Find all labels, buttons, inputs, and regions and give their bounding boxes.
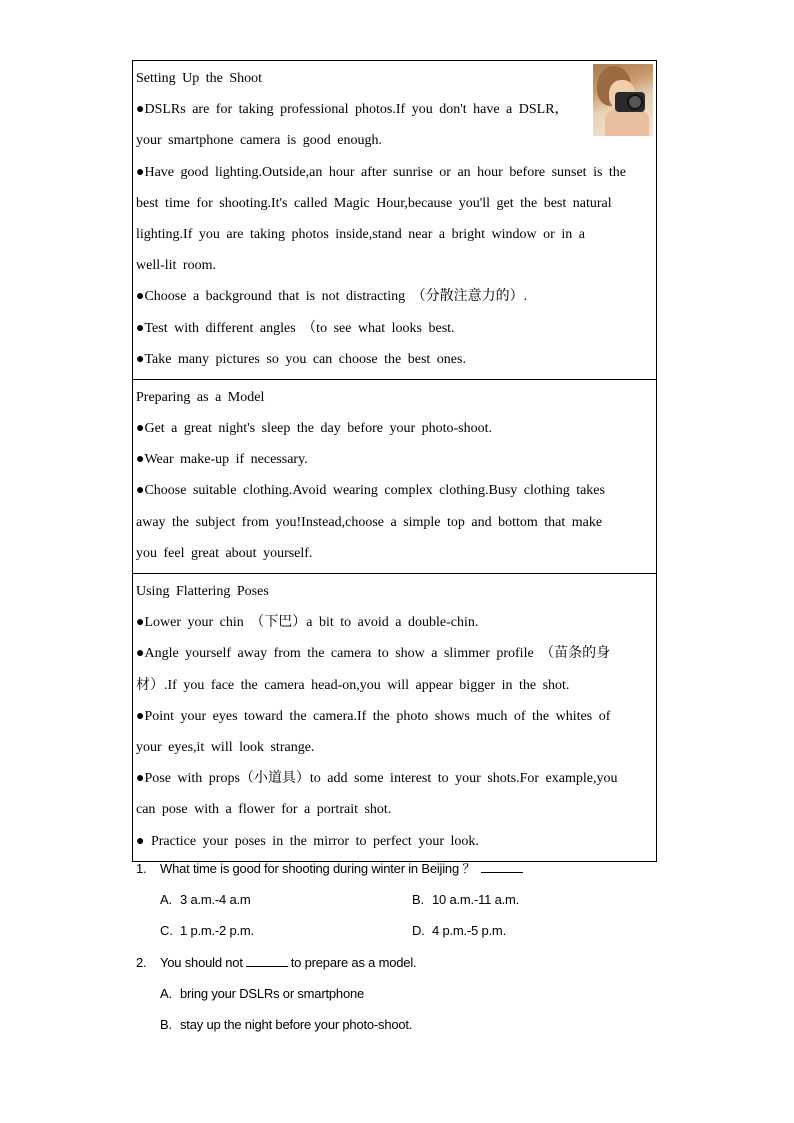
text-line: your eyes,it will look strange. — [136, 739, 315, 755]
answer-blank[interactable] — [246, 954, 288, 967]
text-line: ●Point your eyes toward the camera.If the photo shows much of the whites of — [136, 708, 611, 724]
text-line: ●Get a great night's sleep the day before your photo-shoot. — [136, 421, 492, 437]
section-heading: Using Flattering Poses — [136, 584, 269, 599]
option-b[interactable]: B. 10 a.m.-11 a.m. — [412, 892, 520, 908]
text-line: ●DSLRs are for taking professional photos.If you don't have a DSLR， — [136, 102, 569, 118]
options-row — [136, 978, 696, 1009]
questions-section — [136, 853, 696, 1040]
section-flattering-poses — [133, 574, 657, 862]
section-cell — [133, 61, 657, 380]
text-line: best time for shooting.It's called Magic Hour,because you'll get the best natural — [136, 195, 612, 211]
answer-blank[interactable] — [481, 860, 523, 873]
text-line: lighting.If you are taking photos inside,stand near a bright window or in a — [136, 226, 585, 242]
question-2 — [136, 947, 696, 978]
question-text: What time is good for shooting during winter in Beijing ？ — [160, 853, 523, 884]
section-cell — [133, 574, 657, 862]
text-line: 材）.If you face the camera head-on,you will appear bigger in the shot. — [136, 677, 570, 693]
text-line: ●Wear make-up if necessary. — [136, 452, 308, 468]
text-line: ●Choose suitable clothing.Avoid wearing complex clothing.Busy clothing takes — [136, 483, 605, 499]
option-a[interactable]: A. 3 a.m.-4 a.m — [160, 892, 251, 908]
question-number: 2. — [136, 954, 147, 970]
section-heading: Preparing as a Model — [136, 389, 265, 405]
text-line: your smartphone camera is good enough. — [136, 133, 382, 149]
text-line: ●Take many pictures so you can choose the best ones. — [136, 351, 466, 367]
question-1 — [136, 853, 696, 884]
text-line: ●Lower your chin （下巴）a bit to avoid a double-chin. — [136, 615, 479, 631]
text-line: ●Have good lighting.Outside,an hour after sunrise or an hour before sunset is the — [136, 164, 627, 180]
text-line: well-lit room. — [136, 258, 216, 274]
section-cell — [133, 379, 657, 573]
options-row — [136, 915, 696, 946]
text-line: can pose with a flower for a portrait shot. — [136, 802, 392, 818]
woman-with-camera-photo — [593, 64, 653, 136]
section-heading: Setting Up the Shoot — [136, 71, 263, 86]
text-line: ●Angle yourself away from the camera to show a slimmer profile （苗条的身 — [136, 646, 611, 662]
text-line: away the subject from you!Instead,choose a simple top and bottom that make — [136, 514, 603, 530]
option-a[interactable]: A. bring your DSLRs or smartphone — [160, 985, 365, 1001]
tips-table — [132, 60, 657, 862]
option-b[interactable]: B. stay up the night before your photo-shoot. — [160, 1016, 413, 1032]
section-preparing-model — [133, 379, 657, 573]
option-c[interactable]: C. 1 p.m.-2 p.m. — [160, 923, 254, 939]
question-text: You should not to prepare as a model. — [160, 954, 417, 970]
section-setting-up — [133, 61, 657, 380]
options-row — [136, 884, 696, 915]
question-number: 1. — [136, 861, 147, 876]
option-d[interactable]: D. 4 p.m.-5 p.m. — [412, 923, 506, 939]
text-line: ●Pose with props（小道具）to add some interest to your shots.For example,you — [136, 771, 618, 787]
options-row — [136, 1009, 696, 1040]
text-line: you feel great about yourself. — [136, 545, 313, 561]
text-line: ● Practice your poses in the mirror to perfect your look. — [136, 833, 479, 849]
text-line: ●Test with different angles （to see what looks best. — [136, 320, 455, 336]
text-line: ●Choose a background that is not distracting （分散注意力的）. — [136, 289, 528, 305]
